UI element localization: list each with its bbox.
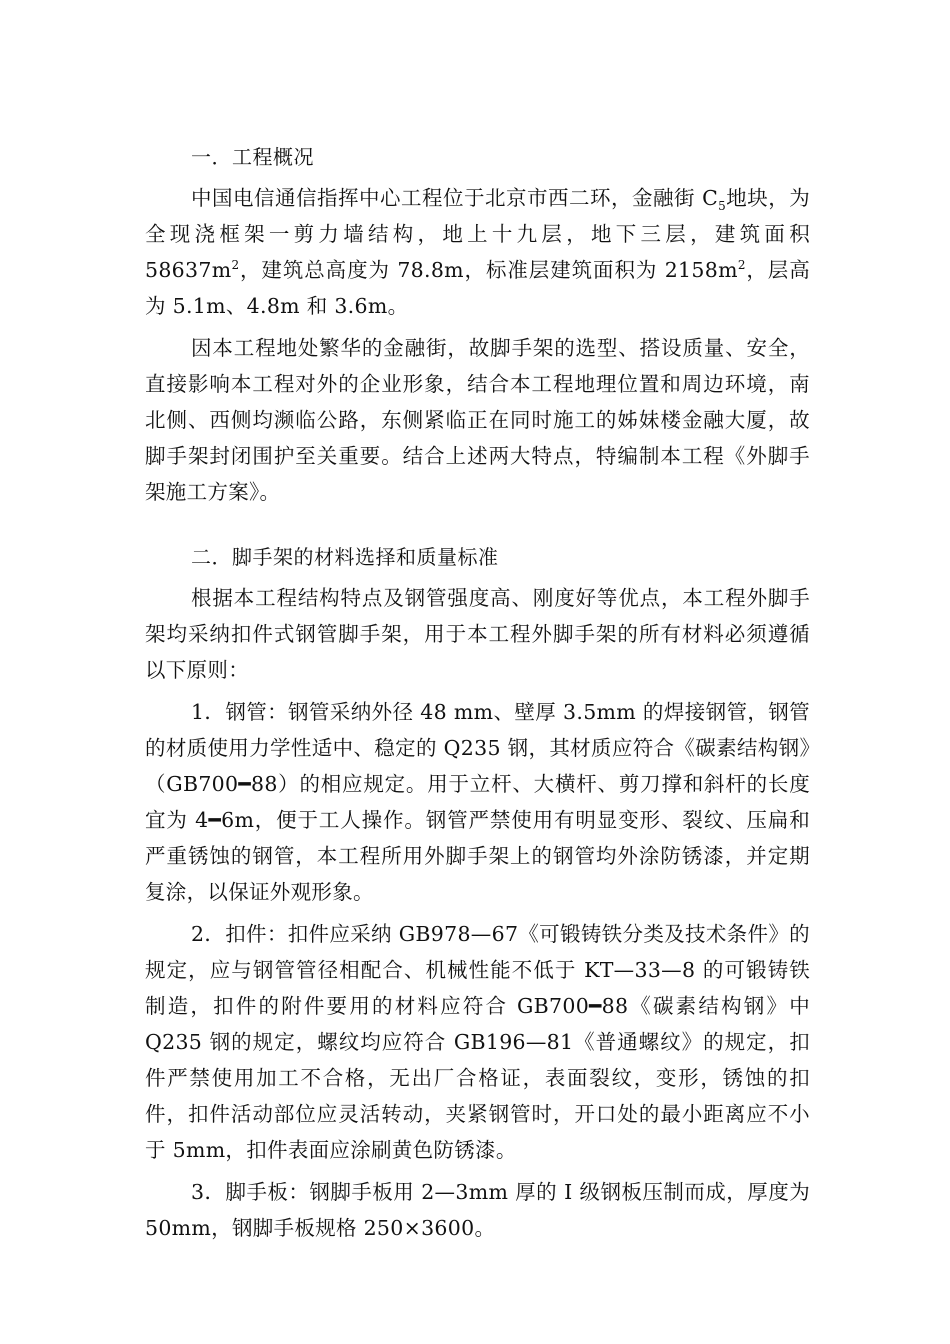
text-run: 2．扣件：扣件应采纳 GB978—67《可锻铸铁分类及技术条件》的规定，应与钢管管径相配合、机械性能不低于 KT—33—8 的可锻铸铁制造，扣件的附件要用的材料应符合 GB700━88《碳素结构钢》中 Q235 钢的规定，螺纹均应符合 GB196—81《普通螺纹》的规定，扣件严禁使用加工不合格，无出厂合格证，表面裂纹，变形，锈蚀的扣件，扣件活动部位应灵活转动，夹紧钢管时，开口处的最小距离应不小于 5mm，扣件表面应涂刷黄色防锈漆。 [145, 922, 810, 1162]
list-item-fastener [145, 916, 810, 1168]
text-run: 地块，为全现浇框架一剪力墙结构，地上十九层，地下三层，建筑面积 58637m [145, 186, 811, 282]
paragraph-overview-1 [145, 180, 810, 324]
document-body [145, 140, 810, 1246]
superscript-run: 2 [737, 258, 746, 273]
text-run: 根据本工程结构特点及钢管强度高、刚度好等优点，本工程外脚手架均采纳扣件式钢管脚手架，用于本工程外脚手架的所有材料必须遵循以下原则： [145, 586, 810, 682]
section-heading-overview: 一．工程概况 [191, 145, 314, 169]
text-run: 1．钢管：钢管采纳外径 48 mm、壁厚 3.5mm 的焊接钢管，钢管的材质使用力学性适中、稳定的 Q235 钢，其材质应符合《碳素结构钢》（GB700━88）的相应规定。用于立杆、大横杆、剪刀撑和斜杆的长度宜为 4━6m，便于工人操作。钢管严禁使用有明显变形、裂纹、压扁和严重锈蚀的钢管，本工程所用外脚手架上的钢管均外涂防锈漆，并定期复涂，以保证外观形象。 [145, 700, 810, 904]
superscript-run: 2 [231, 258, 240, 273]
text-run: ，层高为 5.1m、4.8m 和 3.6m。 [145, 258, 810, 318]
section-heading-materials: 二．脚手架的材料选择和质量标准 [191, 545, 499, 569]
text-run: 中国电信通信指挥中心工程位于北京市西二环，金融街 C [191, 186, 719, 210]
paragraph-materials-intro [145, 580, 810, 688]
list-item-scaffold-board [145, 1174, 810, 1246]
text-run: 因本工程地处繁华的金融街，故脚手架的选型、搭设质量、安全，直接影响本工程对外的企业形象，结合本工程地理位置和周边环境，南北侧、西侧均濒临公路，东侧紧临正在同时施工的姊妹楼金融大厦，故脚手架封闭围护至关重要。结合上述两大特点，特编制本工程《外脚手架施工方案》。 [145, 336, 810, 504]
list-item-steel-pipe [145, 694, 810, 910]
text-run: ，建筑总高度为 78.8m，标准层建筑面积为 2158m [239, 258, 738, 282]
paragraph-overview-2 [145, 330, 810, 510]
subscript-run: 5 [718, 199, 726, 214]
text-run: 3．脚手板：钢脚手板用 2—3mm 厚的 I 级钢板压制而成，厚度为 50mm，钢脚手板规格 250×3600。 [145, 1180, 810, 1240]
